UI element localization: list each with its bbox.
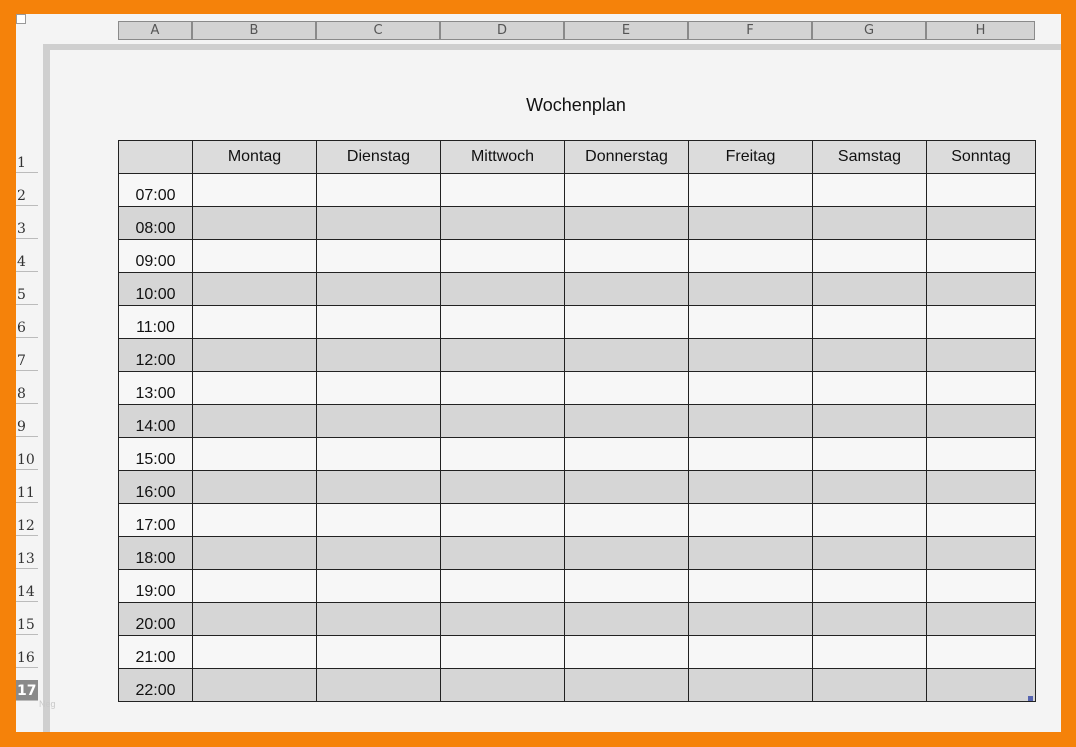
row-header-1[interactable]: 1: [16, 152, 38, 173]
schedule-cell[interactable]: [813, 636, 927, 669]
schedule-cell[interactable]: [317, 438, 441, 471]
schedule-cell[interactable]: [813, 339, 927, 372]
schedule-cell[interactable]: [927, 240, 1036, 273]
time-cell[interactable]: 22:00: [119, 669, 193, 702]
schedule-cell[interactable]: [193, 537, 317, 570]
column-header-d[interactable]: D: [440, 21, 564, 40]
schedule-cell[interactable]: [193, 669, 317, 702]
table-row: [119, 405, 1036, 438]
column-header-f[interactable]: F: [688, 21, 812, 40]
schedule-cell[interactable]: [689, 537, 813, 570]
schedule-cell[interactable]: [193, 570, 317, 603]
schedule-cell[interactable]: [193, 339, 317, 372]
day-header-sonntag[interactable]: Sonntag: [927, 141, 1036, 174]
schedule-cell[interactable]: [441, 438, 565, 471]
row-header-13[interactable]: 13: [16, 548, 38, 569]
schedule-cell[interactable]: [441, 372, 565, 405]
schedule-cell[interactable]: [441, 405, 565, 438]
schedule-cell[interactable]: [565, 174, 689, 207]
schedule-cell[interactable]: [441, 636, 565, 669]
column-header-h[interactable]: H: [926, 21, 1035, 40]
row-header-12[interactable]: 12: [16, 515, 38, 536]
schedule-cell[interactable]: [193, 174, 317, 207]
schedule-cell[interactable]: [565, 339, 689, 372]
table-row: [119, 438, 1036, 471]
table-row: [119, 273, 1036, 306]
schedule-cell[interactable]: [317, 405, 441, 438]
row-header-5[interactable]: 5: [16, 284, 38, 305]
schedule-cell[interactable]: [927, 537, 1036, 570]
column-header-b[interactable]: B: [192, 21, 316, 40]
time-cell[interactable]: 14:00: [119, 405, 193, 438]
row-header-8[interactable]: 8: [16, 383, 38, 404]
schedule-cell[interactable]: [317, 504, 441, 537]
schedule-cell[interactable]: [689, 438, 813, 471]
schedule-cell[interactable]: [441, 537, 565, 570]
row-header-10[interactable]: 10: [16, 449, 38, 470]
schedule-cell[interactable]: [441, 207, 565, 240]
schedule-cell[interactable]: [441, 504, 565, 537]
schedule-cell[interactable]: [927, 636, 1036, 669]
table-row: [119, 570, 1036, 603]
table-row: [119, 372, 1036, 405]
page-title[interactable]: Wochenplan: [526, 95, 626, 115]
schedule-cell[interactable]: [927, 570, 1036, 603]
schedule-cell[interactable]: [193, 372, 317, 405]
schedule-cell[interactable]: [565, 603, 689, 636]
schedule-cell[interactable]: [927, 669, 1036, 702]
table-row: [119, 174, 1036, 207]
row-header-11[interactable]: 11: [16, 482, 38, 503]
schedule-cell[interactable]: [317, 339, 441, 372]
schedule-cell[interactable]: [689, 273, 813, 306]
column-header-g[interactable]: G: [812, 21, 926, 40]
schedule-cell[interactable]: [441, 570, 565, 603]
table-row: [119, 471, 1036, 504]
schedule-cell[interactable]: [927, 306, 1036, 339]
schedule-cell[interactable]: [813, 207, 927, 240]
fill-handle[interactable]: [1028, 696, 1033, 701]
time-cell[interactable]: 21:00: [119, 636, 193, 669]
schedule-cell[interactable]: [689, 405, 813, 438]
schedule-cell[interactable]: [317, 207, 441, 240]
row-header-3[interactable]: 3: [16, 218, 38, 239]
time-cell[interactable]: 12:00: [119, 339, 193, 372]
schedule-cell[interactable]: [689, 504, 813, 537]
schedule-cell[interactable]: [813, 603, 927, 636]
time-cell[interactable]: 10:00: [119, 273, 193, 306]
schedule-cell[interactable]: [689, 471, 813, 504]
schedule-cell[interactable]: [193, 273, 317, 306]
schedule-cell[interactable]: [927, 504, 1036, 537]
column-header-divider: [43, 44, 1061, 50]
schedule-cell[interactable]: [193, 405, 317, 438]
schedule-cell[interactable]: [689, 636, 813, 669]
schedule-cell[interactable]: [813, 669, 927, 702]
row-header-2[interactable]: 2: [16, 185, 38, 206]
schedule-cell[interactable]: [565, 207, 689, 240]
day-header-montag[interactable]: Montag: [193, 141, 317, 174]
table-row: [119, 603, 1036, 636]
schedule-cell[interactable]: [689, 174, 813, 207]
row-header-14[interactable]: 14: [16, 581, 38, 602]
day-header-donnerstag[interactable]: Donnerstag: [565, 141, 689, 174]
time-cell[interactable]: 11:00: [119, 306, 193, 339]
day-header-freitag[interactable]: Freitag: [689, 141, 813, 174]
schedule-cell[interactable]: [565, 273, 689, 306]
schedule-cell[interactable]: [813, 306, 927, 339]
schedule-cell[interactable]: [565, 240, 689, 273]
schedule-cell[interactable]: [927, 438, 1036, 471]
schedule-cell[interactable]: [441, 240, 565, 273]
schedule-cell[interactable]: [813, 570, 927, 603]
schedule-cell[interactable]: [565, 669, 689, 702]
row-header-6[interactable]: 6: [16, 317, 38, 338]
column-header-c[interactable]: C: [316, 21, 440, 40]
schedule-cell[interactable]: [193, 306, 317, 339]
ghost-text: Neg: [39, 699, 56, 709]
schedule-cell[interactable]: [441, 339, 565, 372]
schedule-cell[interactable]: [689, 669, 813, 702]
schedule-cell[interactable]: [317, 273, 441, 306]
time-cell[interactable]: 20:00: [119, 603, 193, 636]
schedule-cell[interactable]: [193, 438, 317, 471]
header-corner-cell[interactable]: [119, 141, 193, 174]
schedule-cell[interactable]: [193, 504, 317, 537]
schedule-cell[interactable]: [441, 306, 565, 339]
day-header-dienstag[interactable]: Dienstag: [317, 141, 441, 174]
schedule-cell[interactable]: [565, 537, 689, 570]
row-header-7[interactable]: 7: [16, 350, 38, 371]
schedule-cell[interactable]: [565, 372, 689, 405]
table-header-row: [119, 141, 1036, 174]
schedule-cell[interactable]: [317, 306, 441, 339]
schedule-cell[interactable]: [927, 405, 1036, 438]
schedule-cell[interactable]: [813, 504, 927, 537]
schedule-cell[interactable]: [193, 471, 317, 504]
schedule-cell[interactable]: [317, 570, 441, 603]
table-row: [119, 207, 1036, 240]
time-cell[interactable]: 07:00: [119, 174, 193, 207]
schedule-cell[interactable]: [317, 240, 441, 273]
schedule-cell[interactable]: [927, 207, 1036, 240]
schedule-cell[interactable]: [689, 306, 813, 339]
schedule-cell[interactable]: [317, 669, 441, 702]
column-header-e[interactable]: E: [564, 21, 688, 40]
schedule-cell[interactable]: [927, 372, 1036, 405]
schedule-cell[interactable]: [565, 306, 689, 339]
schedule-cell[interactable]: [927, 273, 1036, 306]
schedule-cell[interactable]: [813, 471, 927, 504]
schedule-cell[interactable]: [565, 405, 689, 438]
time-cell[interactable]: 08:00: [119, 207, 193, 240]
schedule-cell[interactable]: [565, 504, 689, 537]
table-row: [119, 339, 1036, 372]
schedule-cell[interactable]: [689, 339, 813, 372]
schedule-cell[interactable]: [441, 603, 565, 636]
schedule-cell[interactable]: [441, 669, 565, 702]
select-all-corner[interactable]: [16, 14, 26, 24]
table-row: [119, 636, 1036, 669]
schedule-cell[interactable]: [813, 174, 927, 207]
schedule-cell[interactable]: [317, 372, 441, 405]
table-row: [119, 537, 1036, 570]
schedule-cell[interactable]: [689, 240, 813, 273]
schedule-cell[interactable]: [317, 174, 441, 207]
schedule-cell[interactable]: [689, 207, 813, 240]
row-header-15[interactable]: 15: [16, 614, 38, 635]
time-cell[interactable]: 13:00: [119, 372, 193, 405]
table-row: [119, 240, 1036, 273]
column-header-a[interactable]: A: [118, 21, 192, 40]
table-row: [119, 669, 1036, 702]
schedule-cell[interactable]: [927, 603, 1036, 636]
time-cell[interactable]: 15:00: [119, 438, 193, 471]
schedule-cell[interactable]: [317, 603, 441, 636]
schedule-cell[interactable]: [689, 570, 813, 603]
table-row: [119, 504, 1036, 537]
schedule-cell[interactable]: [317, 537, 441, 570]
time-cell[interactable]: 18:00: [119, 537, 193, 570]
table-row: [119, 306, 1036, 339]
row-header-16[interactable]: 16: [16, 647, 38, 668]
schedule-cell[interactable]: [565, 438, 689, 471]
schedule-cell[interactable]: [193, 603, 317, 636]
schedule-cell[interactable]: [317, 471, 441, 504]
schedule-cell[interactable]: [193, 240, 317, 273]
row-header-17[interactable]: 17: [16, 680, 38, 701]
schedule-cell[interactable]: [813, 405, 927, 438]
schedule-cell[interactable]: [565, 636, 689, 669]
schedule-cell[interactable]: [441, 471, 565, 504]
weekly-schedule-table: [118, 140, 1036, 702]
schedule-cell[interactable]: [689, 372, 813, 405]
time-cell[interactable]: 19:00: [119, 570, 193, 603]
time-cell[interactable]: 17:00: [119, 504, 193, 537]
schedule-cell[interactable]: [193, 207, 317, 240]
schedule-cell[interactable]: [813, 438, 927, 471]
schedule-cell[interactable]: [927, 339, 1036, 372]
schedule-cell[interactable]: [441, 174, 565, 207]
row-header-4[interactable]: 4: [16, 251, 38, 272]
schedule-cell[interactable]: [193, 636, 317, 669]
schedule-cell[interactable]: [441, 273, 565, 306]
day-header-samstag[interactable]: Samstag: [813, 141, 927, 174]
day-header-mittwoch[interactable]: Mittwoch: [441, 141, 565, 174]
schedule-cell[interactable]: [565, 471, 689, 504]
spreadsheet-frame: [16, 14, 1061, 732]
schedule-cell[interactable]: [565, 570, 689, 603]
schedule-cell[interactable]: [813, 273, 927, 306]
schedule-cell[interactable]: [813, 537, 927, 570]
schedule-cell[interactable]: [813, 240, 927, 273]
schedule-cell[interactable]: [927, 174, 1036, 207]
schedule-cell[interactable]: [689, 603, 813, 636]
row-header-9[interactable]: 9: [16, 416, 38, 437]
schedule-cell[interactable]: [317, 636, 441, 669]
schedule-cell[interactable]: [927, 471, 1036, 504]
time-cell[interactable]: 16:00: [119, 471, 193, 504]
row-header-divider: [43, 44, 50, 732]
time-cell[interactable]: 09:00: [119, 240, 193, 273]
schedule-cell[interactable]: [813, 372, 927, 405]
